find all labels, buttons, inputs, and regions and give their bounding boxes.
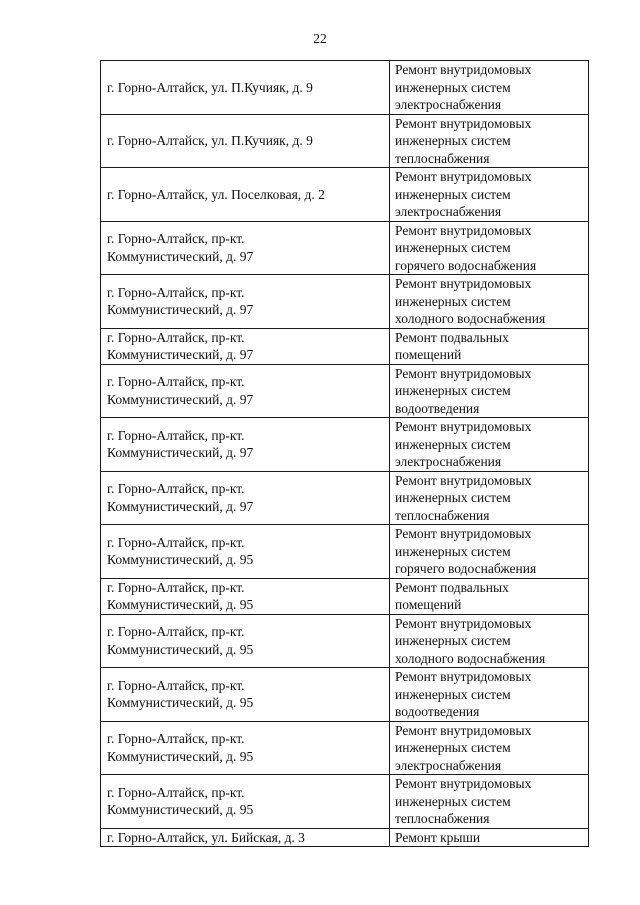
table-row [101, 828, 589, 847]
address-cell: г. Горно-Алтайск, пр-кт. Коммунистический, д. 95 [101, 525, 390, 579]
table-row [101, 525, 589, 579]
table-row [101, 578, 589, 614]
work-type-cell: Ремонт подвальных помещений [390, 328, 589, 364]
works-table [100, 60, 589, 847]
work-type-cell: Ремонт внутридомовых инженерных систем теплоснабжения [390, 471, 589, 525]
table-row [101, 61, 589, 115]
address-cell: г. Горно-Алтайск, пр-кт. Коммунистический, д. 97 [101, 418, 390, 472]
address-cell: г. Горно-Алтайск, пр-кт. Коммунистический, д. 95 [101, 578, 390, 614]
table-row [101, 668, 589, 722]
address-cell: г. Горно-Алтайск, ул. Бийская, д. 3 [101, 828, 390, 847]
work-type-cell: Ремонт подвальных помещений [390, 578, 589, 614]
address-cell: г. Горно-Алтайск, пр-кт. Коммунистический, д. 95 [101, 721, 390, 775]
work-type-cell: Ремонт внутридомовых инженерных систем водоотведения [390, 364, 589, 418]
work-type-cell: Ремонт внутридомовых инженерных систем холодного водоснабжения [390, 275, 589, 329]
page-number: 22 [313, 31, 327, 46]
table-row [101, 275, 589, 329]
table-row [101, 614, 589, 668]
work-type-cell: Ремонт внутридомовых инженерных систем горячего водоснабжения [390, 525, 589, 579]
address-cell: г. Горно-Алтайск, пр-кт. Коммунистический, д. 97 [101, 328, 390, 364]
table-row [101, 775, 589, 829]
table-row [101, 471, 589, 525]
work-type-cell: Ремонт внутридомовых инженерных систем горячего водоснабжения [390, 221, 589, 275]
address-cell: г. Горно-Алтайск, ул. Поселковая, д. 2 [101, 168, 390, 222]
table-row [101, 114, 589, 168]
address-cell: г. Горно-Алтайск, пр-кт. Коммунистический, д. 97 [101, 275, 390, 329]
table-row [101, 221, 589, 275]
work-type-cell: Ремонт внутридомовых инженерных систем электроснабжения [390, 721, 589, 775]
address-cell: г. Горно-Алтайск, пр-кт. Коммунистический, д. 95 [101, 614, 390, 668]
work-type-cell: Ремонт внутридомовых инженерных систем холодного водоснабжения [390, 614, 589, 668]
work-type-cell: Ремонт внутридомовых инженерных систем электроснабжения [390, 418, 589, 472]
work-type-cell: Ремонт внутридомовых инженерных систем электроснабжения [390, 61, 589, 115]
address-cell: г. Горно-Алтайск, пр-кт. Коммунистический, д. 95 [101, 775, 390, 829]
work-type-cell: Ремонт внутридомовых инженерных систем водоотведения [390, 668, 589, 722]
work-type-cell: Ремонт внутридомовых инженерных систем электроснабжения [390, 168, 589, 222]
address-cell: г. Горно-Алтайск, ул. П.Кучияк, д. 9 [101, 61, 390, 115]
work-type-cell: Ремонт внутридомовых инженерных систем теплоснабжения [390, 114, 589, 168]
works-table-body [101, 61, 589, 847]
table-row [101, 328, 589, 364]
work-type-cell: Ремонт внутридомовых инженерных систем теплоснабжения [390, 775, 589, 829]
address-cell: г. Горно-Алтайск, пр-кт. Коммунистический, д. 95 [101, 668, 390, 722]
address-cell: г. Горно-Алтайск, пр-кт. Коммунистический, д. 97 [101, 364, 390, 418]
table-row [101, 364, 589, 418]
address-cell: г. Горно-Алтайск, ул. П.Кучияк, д. 9 [101, 114, 390, 168]
address-cell: г. Горно-Алтайск, пр-кт. Коммунистический, д. 97 [101, 221, 390, 275]
address-cell: г. Горно-Алтайск, пр-кт. Коммунистический, д. 97 [101, 471, 390, 525]
table-row [101, 418, 589, 472]
table-row [101, 168, 589, 222]
work-type-cell: Ремонт крыши [390, 828, 589, 847]
table-row [101, 721, 589, 775]
